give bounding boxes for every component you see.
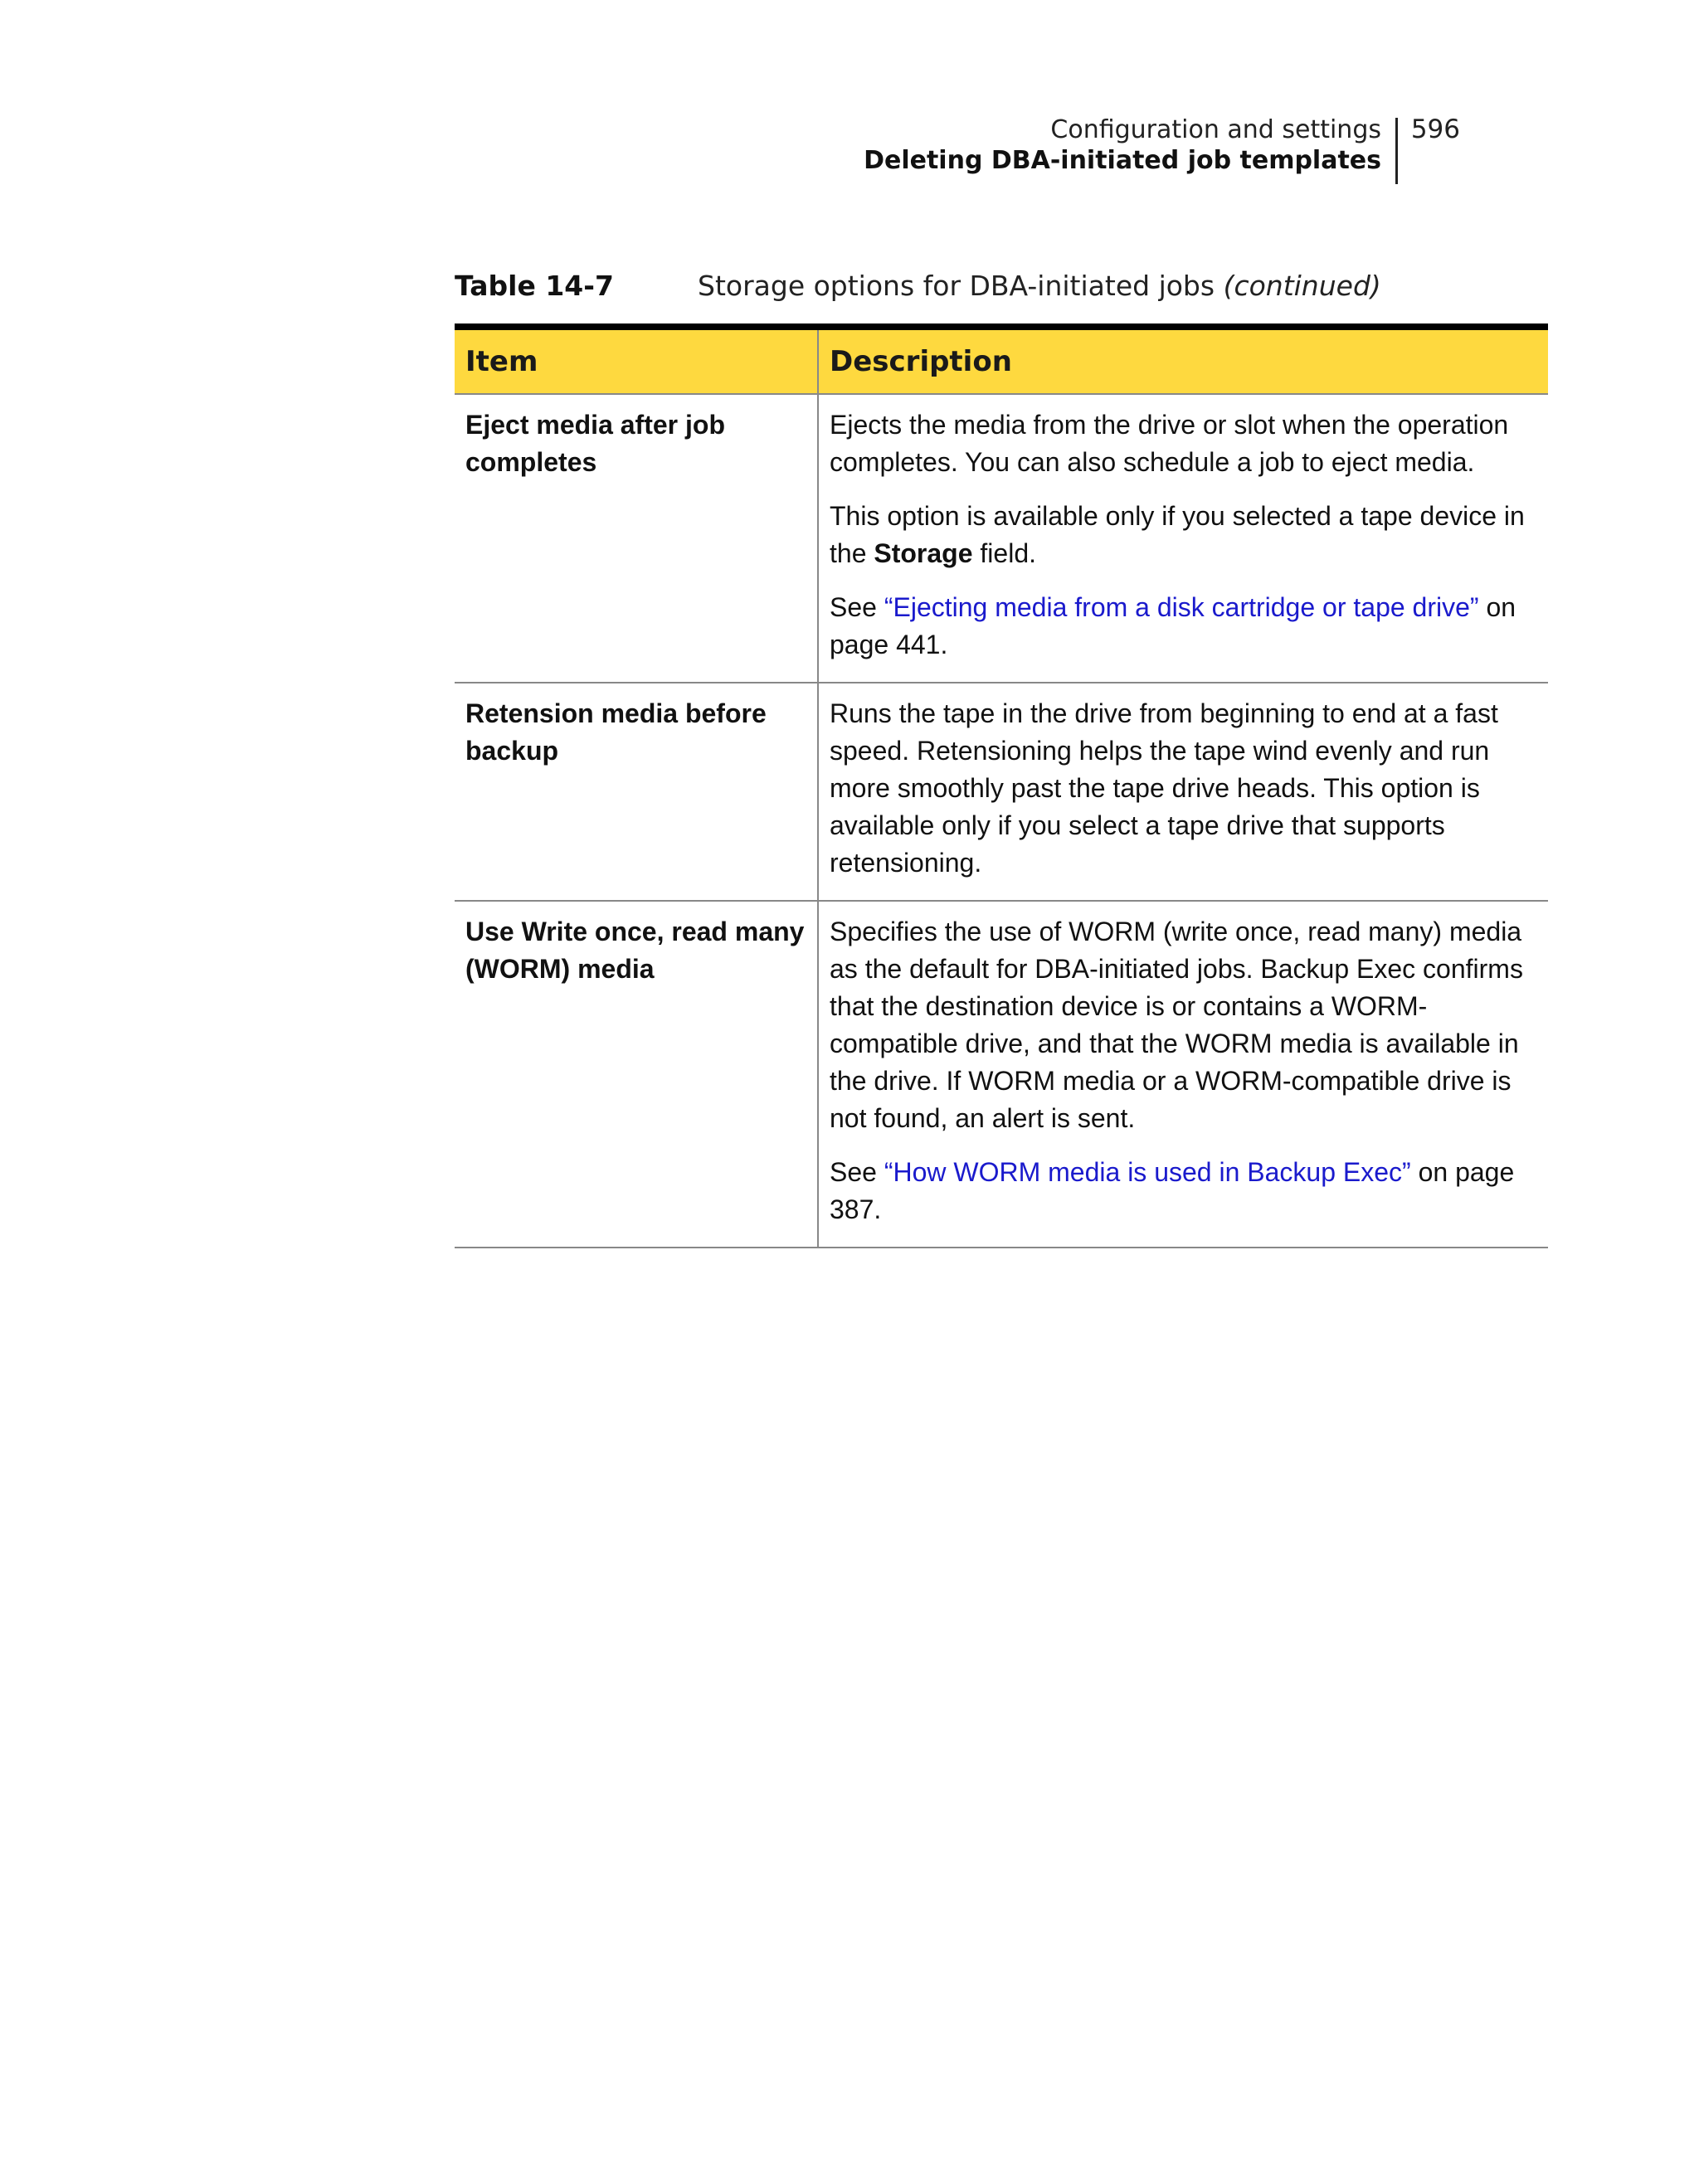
table-row (455, 683, 1548, 901)
running-header-text (864, 114, 1381, 176)
page-number: 596 (1410, 114, 1460, 144)
text-run: on page 387. (830, 1157, 1515, 1224)
text-run: See (830, 592, 884, 622)
table-caption (455, 270, 1550, 311)
table-header-row (455, 327, 1548, 394)
cross-reference (830, 1154, 1538, 1228)
section-title: Deleting DBA-initiated job templates (864, 146, 1381, 175)
text-run: field. (972, 538, 1036, 568)
item-cell: Eject media after job completes (455, 394, 818, 683)
running-header (864, 114, 1535, 187)
cross-reference (830, 589, 1538, 664)
table-row (455, 394, 1548, 683)
worm-media-link[interactable]: “How WORM media is used in Backup Exec” (884, 1157, 1411, 1187)
table-row (455, 901, 1548, 1248)
table-continued-label: (continued) (1223, 270, 1381, 302)
table-title (698, 270, 1381, 302)
item-cell: Use Write once, read many (WORM) media (455, 901, 818, 1248)
text-run: See (830, 1157, 884, 1187)
chapter-title: Configuration and settings (1050, 115, 1381, 144)
description-paragraph (830, 498, 1538, 572)
description-cell (818, 683, 1548, 901)
table-number: Table 14-7 (455, 270, 614, 302)
column-header-description: Description (818, 327, 1548, 394)
storage-field-name: Storage (874, 538, 973, 568)
description-cell (818, 394, 1548, 683)
ejecting-media-link[interactable]: “Ejecting media from a disk cartridge or tape drive” (884, 592, 1479, 622)
description-paragraph: Specifies the use of WORM (write once, read many) media as the default for DBA-initiated jobs. Backup Exec confirms that the destination device is or contains a WORM-compatible drive, and that the WORM media is available in the drive. If WORM media or a WORM-compatible drive is not found, an alert is sent. (830, 917, 1523, 1133)
text-run: This option is available only if you selected a tape device in the (830, 501, 1525, 568)
column-header-item: Item (455, 327, 818, 394)
storage-options-table (455, 323, 1548, 1248)
description-cell (818, 901, 1548, 1248)
header-divider (1395, 118, 1398, 184)
item-cell: Retension media before backup (455, 683, 818, 901)
table-title-text: Storage options for DBA-initiated jobs (698, 270, 1215, 302)
description-paragraph: Runs the tape in the drive from beginning to end at a fast speed. Retensioning helps the tape wind evenly and run more smoothly past the tape drive heads. This option is available only if you select a tape drive that supports retensioning. (830, 698, 1498, 878)
description-paragraph: Ejects the media from the drive or slot when the operation completes. You can also schedule a job to eject media. (830, 410, 1509, 477)
text-run: on page 441. (830, 592, 1516, 659)
